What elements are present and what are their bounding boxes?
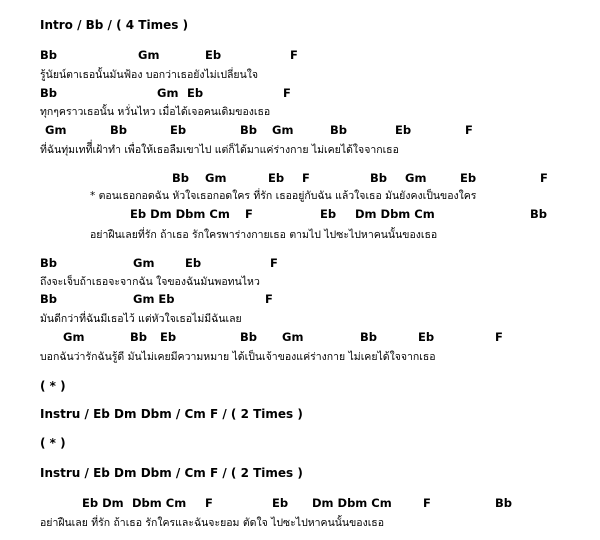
chord-label: Gm	[282, 330, 304, 344]
chord-label: Eb	[320, 207, 337, 221]
lyric-line: อย่าฝืนเลย ที่รัก ถ้าเธอ รักใครและฉันจะยอม ตัดใจ ไปซะไปหาคนนั้นของเธอ	[40, 517, 385, 529]
chord-label: Bb	[130, 330, 147, 344]
chord-label: Bb	[172, 171, 189, 185]
section-header: ( * )	[40, 436, 66, 450]
chord-label: Bb	[40, 292, 57, 306]
chord-label: Bb	[240, 123, 257, 137]
chord-label: Gm	[133, 256, 155, 270]
chord-label: F	[540, 171, 548, 185]
chord-label: Bb	[40, 48, 57, 62]
chord-label: F	[205, 496, 213, 510]
chord-label: Eb	[272, 496, 289, 510]
chord-label: Eb	[170, 123, 187, 137]
chord-label: Bb	[40, 86, 57, 100]
chord-label: Eb	[187, 86, 204, 100]
chord-label: Eb Dm Dbm Cm	[130, 207, 230, 221]
chord-label: Bb	[110, 123, 127, 137]
chord-label: Eb	[185, 256, 202, 270]
chord-label: F	[283, 86, 291, 100]
chord-label: Bb	[330, 123, 347, 137]
lyric-line: ถึงจะเจ็บถ้าเธอจะจากฉัน ใจของฉันมันพอทนไหว	[40, 276, 260, 288]
chord-label: Eb	[460, 171, 477, 185]
chord-label: Eb	[268, 171, 285, 185]
chord-label: F	[465, 123, 473, 137]
section-header: Instru / Eb Dm Dbm / Cm F / ( 2 Times )	[40, 466, 303, 480]
lyric-line: * ตอนเธอกอดฉัน หัวใจเธอกอดใคร ที่รัก เธออยู่กับฉัน แล้วใจเธอ มันยังคงเป็นของใคร	[90, 190, 477, 202]
chord-label: Dbm Cm	[132, 496, 187, 510]
chord-label: F	[270, 256, 278, 270]
chord-label: Bb	[360, 330, 377, 344]
chord-label: Eb	[205, 48, 222, 62]
chord-label: Eb	[395, 123, 412, 137]
section-header: ( * )	[40, 379, 66, 393]
chord-label: Eb	[418, 330, 435, 344]
chord-label: F	[423, 496, 431, 510]
chord-label: Bb	[40, 256, 57, 270]
chord-label: Bb	[530, 207, 547, 221]
chord-label: Gm	[138, 48, 160, 62]
chord-label: Eb Dm	[82, 496, 124, 510]
lyric-line: อย่าฝืนเลยที่รัก ถ้าเธอ รักใครพาร่างกายเธอ ตามไป ไปซะไปหาคนนั้นของเธอ	[90, 229, 438, 241]
chord-label: Gm	[45, 123, 67, 137]
lyric-line: มันดีกว่าที่ฉันมีเธอไว้ แต่หัวใจเธอไม่มีฉันเลย	[40, 313, 242, 325]
section-header: Intro / Bb / ( 4 Times )	[40, 18, 189, 32]
chord-label: F	[495, 330, 503, 344]
chord-label: Dm Dbm Cm	[355, 207, 435, 221]
chord-label: Bb	[370, 171, 387, 185]
chord-label: Eb	[160, 330, 177, 344]
chord-label: Gm	[205, 171, 227, 185]
chord-label: F	[302, 171, 310, 185]
lyric-line: รู้นัยน์ตาเธอนั้นมันฟ้อง บอกว่าเธอยังไม่เปลี่ยนใจ	[40, 69, 259, 81]
chord-label: Bb	[495, 496, 512, 510]
chord-label: Dm Dbm Cm	[312, 496, 392, 510]
chord-label: F	[245, 207, 253, 221]
chord-label: Gm Eb	[133, 292, 175, 306]
chord-label: F	[265, 292, 273, 306]
chord-label: Bb	[240, 330, 257, 344]
chord-label: Gm	[405, 171, 427, 185]
section-header: Instru / Eb Dm Dbm / Cm F / ( 2 Times )	[40, 407, 303, 421]
chord-label: Gm	[63, 330, 85, 344]
chord-label: Gm	[157, 86, 179, 100]
chord-label: Gm	[272, 123, 294, 137]
chord-label: F	[290, 48, 298, 62]
lyric-line: บอกฉันว่ารักฉันรู้ดี มันไม่เคยมีความหมาย ได้เป็นเจ้าของแค่ร่างกาย ไม่เคยได้ใจจากเธอ	[40, 351, 436, 363]
lyric-line: ทุกๆคราวเธอนั้น หวั่นไหว เมื่อได้เจอคนเดิมของเธอ	[40, 106, 271, 118]
lyric-line: ที่ฉันทุ่มเททีี่เฝ้าทำ เพื่อให้เธอลืมเขาไป แต่ก็ได้มาแค่ร่างกาย ไม่เคยได้ใจจากเธอ	[40, 144, 399, 156]
